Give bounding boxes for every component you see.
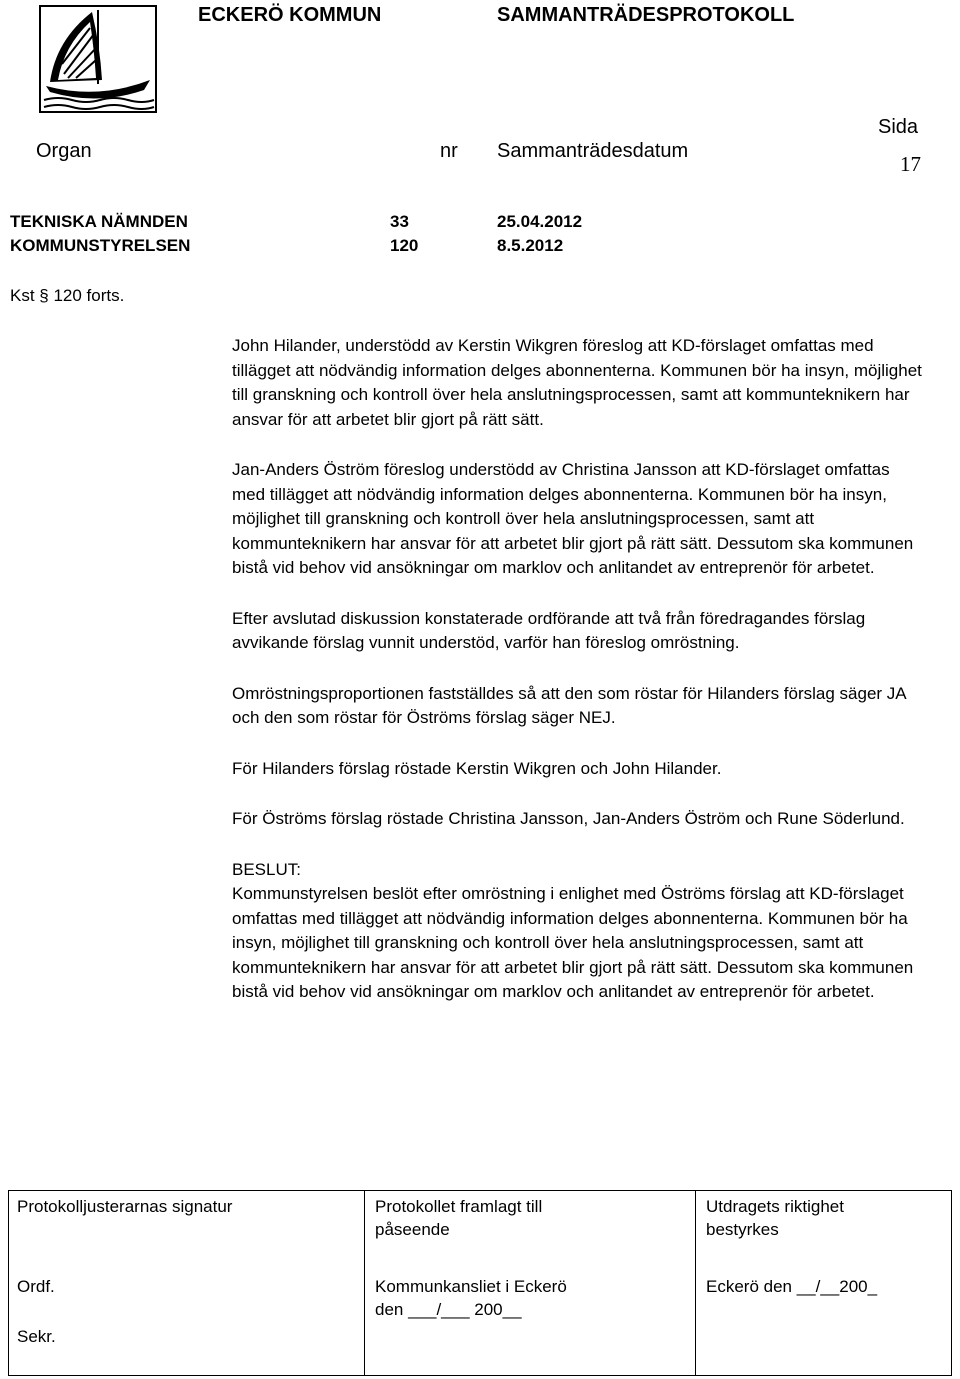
certification-title-line1: Utdragets riktighet [706,1197,844,1216]
paragraph-ostrom-proposal: Jan-Anders Öström föreslog understödd av Christina Jansson att KD-förslaget omfattas med tillägget att nödvändig information delges abonnenterna. Kommunen bör ha insyn, möjlighet till granskning och kontroll över hela anslutningsprocessen, samt att kommunteknikern har ansvar för att arbetet blir gjort på rätt sätt. Dessutom ska kommunen bistå vid behov vid ansökningar om marklov och anlitandet av entreprenör för arbetet. [232,460,914,577]
nr-label: nr [440,140,458,162]
decision-text: Kommunstyrelsen beslöt efter omröstning i enlighet med Öströms förslag att KD-förslaget omfattas med tillägget att nödvändig information delges abonnenterna. Kommunen bör ha insyn, möjlighet till granskning och kontroll över hela anslutningsprocessen, samt att kommunteknikern har ansvar för att arbetet blir gjort på rätt sätt. Dessutom ska kommunen bistå vid behov vid ansökningar om marklov och anlitandet av entreprenör för arbetet. [232,884,914,1001]
minutes-body [232,334,922,1031]
certification-date: Eckerö den __/__200_ [706,1277,878,1296]
posted-title-line1: Protokollet framlagt till [375,1197,543,1216]
posted-place: Kommunkansliet i Eckerö [375,1277,567,1296]
section-reference: Kst § 120 forts. [10,286,125,305]
organ-date: 8.5.2012 [497,236,564,255]
meeting-date-label: Sammanträdesdatum [497,140,689,162]
posted-date: den ___/___ 200__ [375,1300,522,1319]
column-divider [695,1191,696,1375]
organ-nr: 33 [390,212,409,231]
paragraph-discussion: Efter avslutad diskussion konstaterade ordförande att två från föredragandes förslag avvikande förslag vunnit understöd, varför han föreslog omröstning. [232,608,866,652]
paragraph-hilander-proposal: John Hilander, understödd av Kerstin Wikgren föreslog att KD-förslaget omfattas med tillägget att nödvändig information delges abonnenterna. Kommunen bör ha insyn, möjlighet till granskning och kontroll över hela anslutningsprocessen, samt att kommunteknikern har ansvar för att arbetet blir gjort på rätt sätt. [232,336,922,429]
decision-label: BESLUT: [232,859,301,879]
posted-title-line2: påseende [375,1220,450,1239]
secretary-label: Sekr. [17,1327,56,1346]
page-number: 17 [900,152,921,176]
certification-title-line2: bestyrkes [706,1220,779,1239]
signature-table [8,1190,952,1376]
column-divider [364,1191,365,1375]
organ-date: 25.04.2012 [497,212,583,231]
organ-name: KOMMUNSTYRELSEN [10,236,191,255]
page-label: Sida [878,116,919,138]
document-title: SAMMANTRÄDESPROTOKOLL [497,4,795,26]
paragraph-votes-ostrom: För Öströms förslag röstade Christina Jansson, Jan-Anders Öström och Rune Söderlund. [232,809,905,828]
organ-name: TEKNISKA NÄMNDEN [10,212,188,231]
paragraph-vote-proportion: Omröstningsproportionen fastställdes så att den som röstar för Hilanders förslag säger JA och den som röstar för Öströms förslag säger NEJ. [232,683,906,727]
signature-title: Protokolljusterarnas signatur [17,1197,233,1216]
chair-label: Ordf. [17,1277,55,1296]
organ-label: Organ [36,140,92,162]
municipality-logo [38,4,158,114]
organ-nr: 120 [390,236,419,255]
municipality-name: ECKERÖ KOMMUN [198,4,382,26]
paragraph-votes-hilander: För Hilanders förslag röstade Kerstin Wikgren och John Hilander. [232,758,722,778]
